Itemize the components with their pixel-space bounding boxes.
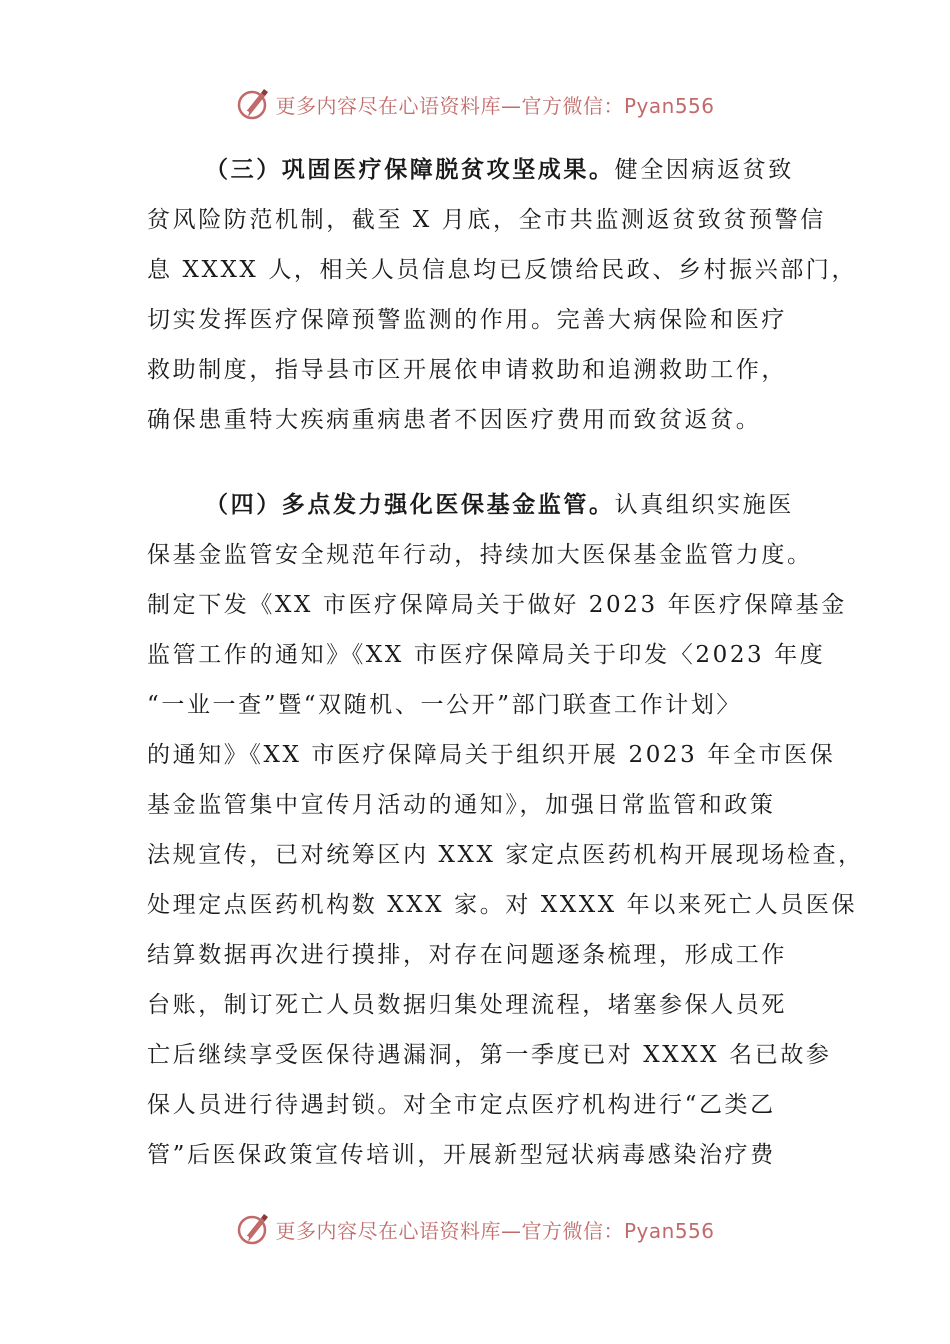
paragraph-line: 亡后继续享受医保待遇漏洞，第一季度已对 XXXX 名已故参 — [147, 1042, 832, 1068]
section-3-first-line: （三）巩固医疗保障脱贫攻坚成果。健全因病返贫致 — [205, 156, 794, 183]
paragraph-line: 处理定点医药机构数 XXX 家。对 XXXX 年以来死亡人员医保 — [147, 892, 858, 918]
paragraph-line: 救助制度，指导县市区开展依申请救助和追溯救助工作， — [147, 357, 787, 383]
paragraph-line: 保人员进行待遇封锁。对全市定点医疗机构进行“乙类乙 — [147, 1092, 776, 1118]
paragraph-line: 切实发挥医疗保障预警监测的作用。完善大病保险和医疗 — [147, 307, 787, 333]
paragraph-line: 确保患重特大疾病重病患者不因医疗费用而致贫返贫。 — [147, 407, 762, 433]
paragraph-line: 台账，制订死亡人员数据归集处理流程，堵塞参保人员死 — [147, 992, 787, 1018]
section-4 — [147, 480, 864, 1180]
paragraph-line: 管”后医保政策宣传培训，开展新型冠状病毒感染治疗费 — [147, 1142, 776, 1168]
paragraph-line: 息 XXXX 人，相关人员信息均已反馈给民政、乡村振兴部门， — [147, 257, 858, 283]
paragraph-line: 法规宣传，已对统筹区内 XXX 家定点医药机构开展现场检查， — [147, 842, 864, 868]
footer-banner — [0, 1209, 950, 1249]
section-4-first-line: （四）多点发力强化医保基金监管。认真组织实施医 — [205, 491, 794, 518]
section-3-heading: （三）巩固医疗保障脱贫攻坚成果。 — [205, 156, 615, 183]
pen-circle-logo — [235, 86, 271, 122]
paragraph-line: 结算数据再次进行摸排，对存在问题逐条梳理，形成工作 — [147, 942, 787, 968]
paragraph-line: 基金监管集中宣传月活动的通知》，加强日常监管和政策 — [147, 792, 776, 818]
pen-circle-logo — [235, 1211, 271, 1247]
paragraph-line: “一业一查”暨“双随机、一公开”部门联查工作计划〉 — [147, 692, 743, 718]
paragraph-line: 的通知》《XX 市医疗保障局关于组织开展 2023 年全市医保 — [147, 742, 836, 768]
footer-banner-text: 更多内容尽在心语资料库—官方微信：Pyan556 — [275, 1218, 715, 1243]
header-banner — [0, 84, 950, 124]
paragraph-line: 保基金监管安全规范年行动，持续加大医保基金监管力度。 — [147, 542, 813, 568]
paragraph-line: 监管工作的通知》《XX 市医疗保障局关于印发〈2023 年度 — [147, 642, 826, 668]
section-3 — [147, 145, 858, 445]
section-4-heading: （四）多点发力强化医保基金监管。 — [205, 491, 615, 518]
paragraph-line: 制定下发《XX 市医疗保障局关于做好 2023 年医疗保障基金 — [147, 592, 847, 618]
paragraph-line: 贫风险防范机制，截至 X 月底，全市共监测返贫致贫预警信 — [147, 207, 826, 233]
header-banner-text: 更多内容尽在心语资料库—官方微信：Pyan556 — [275, 93, 715, 118]
